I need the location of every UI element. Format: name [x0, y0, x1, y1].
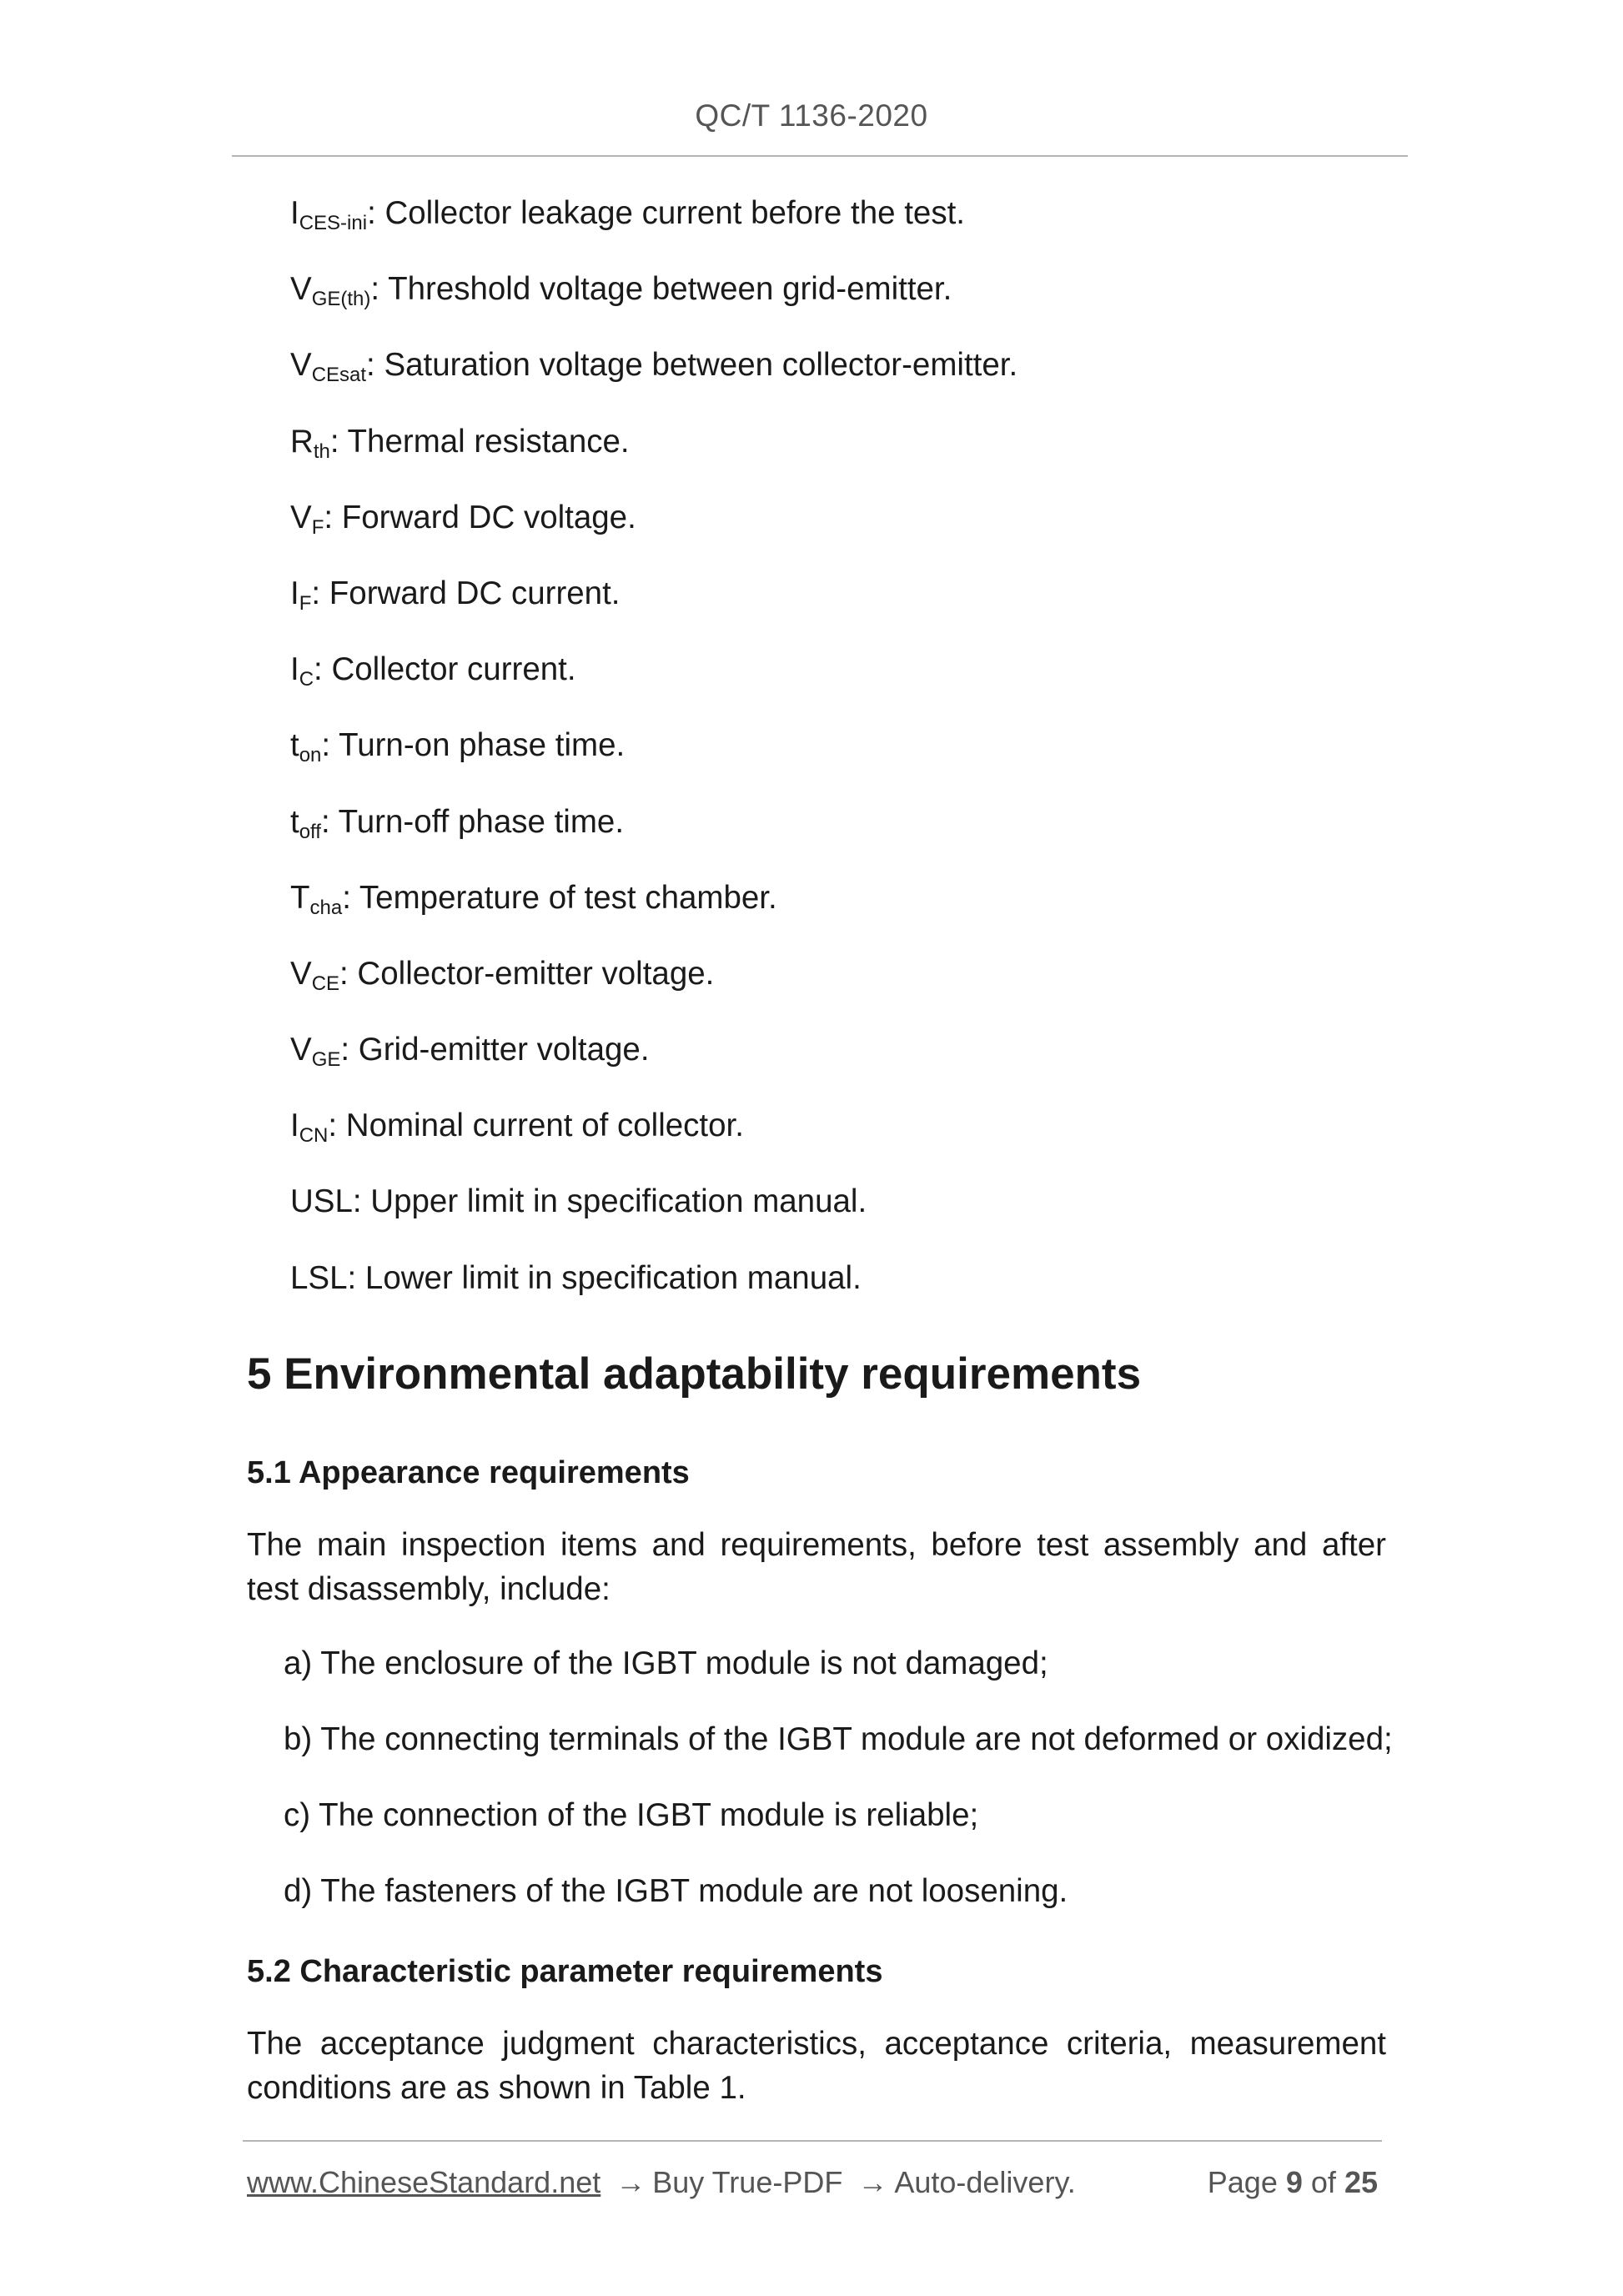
appearance-paragraph: The main inspection items and requirements, before test assembly and after test disassembly, include: [247, 1527, 1386, 1607]
symbol [290, 1108, 329, 1148]
delivery-text: Auto-delivery. [894, 2165, 1076, 2199]
website-link[interactable]: www.ChineseStandard.net [247, 2165, 601, 2199]
definition-row [290, 799, 1408, 875]
definition-text: : Upper limit in specification manual. [352, 1183, 867, 1220]
definition-row [290, 1178, 1408, 1254]
symbol-main: t [290, 727, 299, 764]
symbol [290, 1183, 353, 1219]
definition-text: : Collector current. [314, 651, 576, 688]
symbol [290, 1032, 341, 1072]
definition-text: : Collector leakage current before the test. [367, 195, 965, 231]
symbol-main: V [290, 955, 312, 992]
symbol-definitions-list [290, 190, 1408, 1331]
definition-text: : Forward DC current. [311, 575, 621, 611]
symbol-subscript: GE [311, 1048, 341, 1072]
symbol-main: V [290, 1032, 312, 1068]
symbol-subscript: CES-ini [299, 212, 368, 234]
subsection-heading-appearance: 5.1 Appearance requirements [247, 1455, 690, 1490]
definition-row [290, 419, 1408, 495]
symbol [290, 499, 324, 539]
page-footer [247, 2162, 1378, 2203]
symbol-main: R [290, 423, 314, 460]
list-item: d) The fasteners of the IGBT module are not loosening. [284, 1873, 1068, 1909]
symbol-main: I [290, 195, 299, 231]
definition-row [290, 570, 1408, 646]
definition-row [290, 266, 1408, 342]
definition-row [290, 342, 1408, 418]
definition-row [290, 951, 1408, 1027]
right-arrow-icon: → [616, 2165, 646, 2199]
subsection-heading-characteristic: 5.2 Characteristic parameter requirements [247, 1954, 883, 1989]
definition-text: : Saturation voltage between collector-emitter. [366, 347, 1018, 384]
buy-text: Buy True-PDF [652, 2165, 843, 2199]
definition-text: : Turn-on phase time. [321, 727, 626, 764]
definition-text: : Temperature of test chamber. [342, 879, 777, 916]
symbol [290, 423, 330, 463]
definition-text: : Thermal resistance. [329, 423, 630, 460]
definition-text: : Lower limit in specification manual. [347, 1259, 862, 1296]
page-of-label: of [1310, 2165, 1336, 2199]
symbol [290, 955, 340, 995]
right-arrow-icon: → [857, 2165, 888, 2199]
symbol-subscript: C [299, 668, 314, 691]
header-divider [232, 155, 1408, 157]
symbol [290, 271, 371, 311]
symbol-subscript: CEsat [311, 364, 367, 387]
symbol [290, 651, 314, 691]
list-item: b) The connecting terminals of the IGBT module are not deformed or oxidized; [284, 1721, 1393, 1757]
list-item: a) The enclosure of the IGBT module is not damaged; [284, 1645, 1048, 1681]
symbol-main: t [290, 803, 299, 840]
definition-row [290, 722, 1408, 798]
definition-text: : Nominal current of collector. [328, 1108, 744, 1144]
definition-text: : Threshold voltage between grid-emitter. [370, 271, 952, 308]
symbol-subscript: CE [311, 972, 340, 995]
page-total: 25 [1344, 2165, 1378, 2199]
symbol [290, 803, 321, 843]
definition-row [290, 1027, 1408, 1103]
definition-row [290, 190, 1408, 266]
symbol-main: T [290, 879, 310, 916]
definition-text: : Collector-emitter voltage. [339, 955, 715, 992]
symbol-subscript: GE(th) [311, 288, 371, 311]
symbol-main: V [290, 271, 312, 308]
symbol [290, 727, 322, 767]
symbol-subscript: F [311, 515, 324, 539]
symbol [290, 1260, 348, 1296]
definition-text: : Forward DC voltage. [324, 499, 636, 535]
symbol-main: V [290, 499, 312, 535]
symbol [290, 575, 312, 615]
symbol-main: V [290, 347, 312, 384]
symbol-main: I [290, 575, 299, 611]
symbol-subscript: F [299, 591, 312, 615]
definition-row [290, 646, 1408, 722]
definition-text: : Grid-emitter voltage. [340, 1032, 650, 1068]
characteristic-paragraph: The acceptance judgment characteristics, acceptance criteria, measurement conditions are as shown in Table 1. [247, 2026, 1386, 2106]
page-label: Page [1207, 2165, 1278, 2199]
section-heading: 5 Environmental adaptability requirements [247, 1349, 1142, 1399]
symbol [290, 347, 367, 387]
appearance-requirements-list [284, 1640, 1418, 1944]
symbol-subscript: cha [309, 896, 343, 919]
symbol-main: LSL [290, 1259, 348, 1296]
symbol [290, 879, 343, 919]
list-item: c) The connection of the IGBT module is reliable; [284, 1797, 979, 1833]
definition-row [290, 1103, 1408, 1178]
page-current: 9 [1285, 2165, 1303, 2199]
symbol-main: I [290, 651, 299, 688]
symbol-main: I [290, 1108, 299, 1144]
symbol [290, 195, 368, 234]
definition-row [290, 495, 1408, 570]
symbol-subscript: th [313, 440, 330, 463]
symbol-subscript: CN [299, 1124, 329, 1148]
page-number [1208, 2162, 1378, 2203]
document-header-title: QC/T 1136-2020 [695, 98, 928, 133]
definition-row [290, 1255, 1408, 1331]
symbol-subscript: off [299, 820, 321, 843]
footer-divider [243, 2140, 1382, 2142]
symbol-subscript: on [299, 744, 322, 767]
symbol-main: USL [290, 1183, 353, 1220]
definition-text: : Turn-off phase time. [320, 803, 625, 840]
definition-row [290, 875, 1408, 951]
